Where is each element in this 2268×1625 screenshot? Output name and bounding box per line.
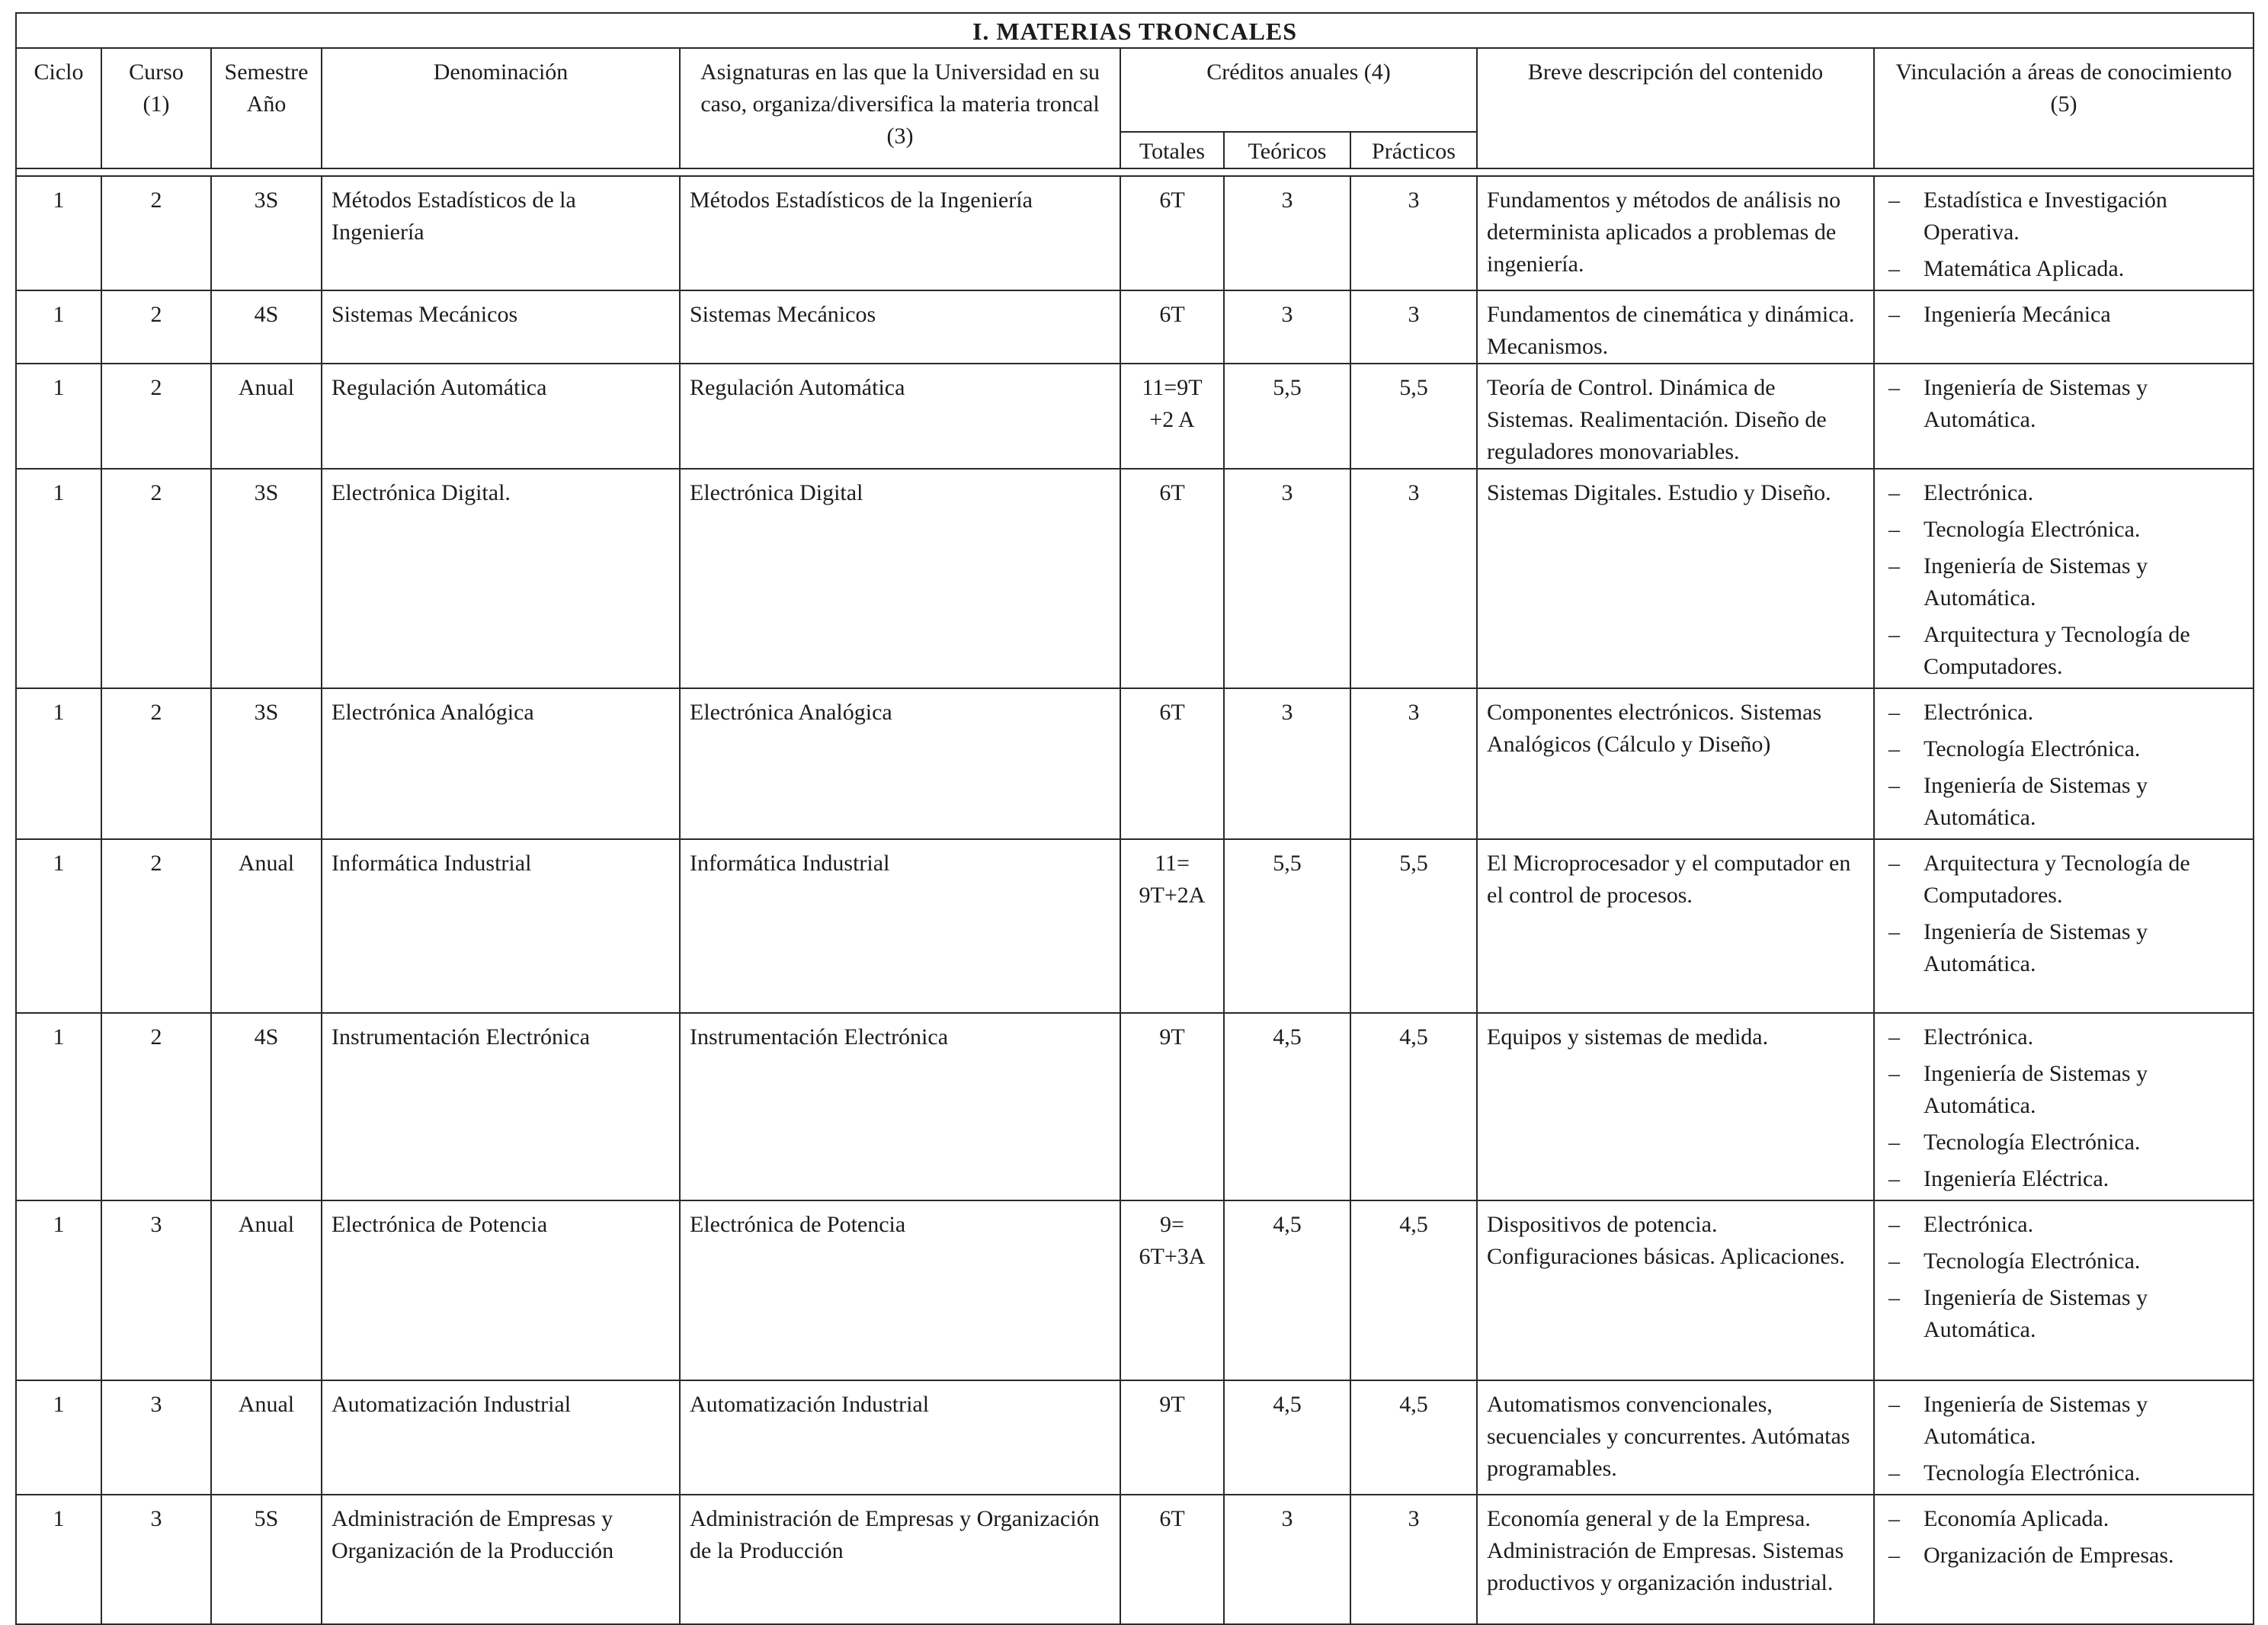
area-text: Ingeniería de Sistemas y Automática. xyxy=(1924,773,2148,830)
cell-teoricos: 3 xyxy=(1224,290,1350,364)
cell-semestre: 4S xyxy=(211,290,322,364)
areas-list xyxy=(1884,299,2244,331)
area-text: Arquitectura y Tecnología de Computadores. xyxy=(1924,622,2190,679)
header-descripcion: Breve descripción del contenido xyxy=(1477,48,1874,168)
dash-bullet: – xyxy=(1888,302,1900,327)
area-item xyxy=(1884,1021,2244,1053)
cell-curso: 3 xyxy=(101,1495,211,1624)
cell-asignatura: Automatización Industrial xyxy=(680,1380,1120,1495)
cell-semestre: Anual xyxy=(211,364,322,469)
dash-bullet: – xyxy=(1888,1130,1900,1155)
dash-bullet: – xyxy=(1888,1460,1900,1486)
cell-totales: 9T xyxy=(1120,1013,1224,1200)
cell-areas xyxy=(1874,839,2254,1013)
dash-bullet: – xyxy=(1888,700,1900,725)
header-curso: Curso (1) xyxy=(101,48,211,168)
header-practicos: Prácticos xyxy=(1350,132,1477,168)
area-text: Ingeniería de Sistemas y Automática. xyxy=(1924,375,2148,432)
area-text: Electrónica. xyxy=(1924,1024,2034,1050)
cell-totales: 6T xyxy=(1120,176,1224,290)
cell-practicos: 4,5 xyxy=(1350,1013,1477,1200)
cell-curso: 2 xyxy=(101,839,211,1013)
table-row xyxy=(16,839,2254,1013)
cell-totales: 6T xyxy=(1120,1495,1224,1624)
cell-semestre: Anual xyxy=(211,1380,322,1495)
cell-descripcion: Fundamentos de cinemática y dinámica. Mecanismos. xyxy=(1477,290,1874,364)
cell-denominacion: Electrónica de Potencia xyxy=(322,1200,680,1380)
header-ciclo: Ciclo xyxy=(16,48,101,168)
cell-asignatura: Instrumentación Electrónica xyxy=(680,1013,1120,1200)
cell-areas xyxy=(1874,1200,2254,1380)
area-text: Arquitectura y Tecnología de Computadores. xyxy=(1924,851,2190,908)
area-text: Tecnología Electrónica. xyxy=(1924,1460,2141,1486)
dash-bullet: – xyxy=(1888,188,1900,213)
cell-curso: 2 xyxy=(101,1013,211,1200)
table-row xyxy=(16,1200,2254,1380)
cell-areas xyxy=(1874,1495,2254,1624)
cell-practicos: 3 xyxy=(1350,176,1477,290)
cell-asignatura: Electrónica Digital xyxy=(680,469,1120,688)
cell-curso: 2 xyxy=(101,364,211,469)
cell-denominacion: Regulación Automática xyxy=(322,364,680,469)
cell-ciclo: 1 xyxy=(16,1380,101,1495)
area-item xyxy=(1884,1389,2244,1453)
dash-bullet: – xyxy=(1888,517,1900,542)
area-text: Ingeniería de Sistemas y Automática. xyxy=(1924,919,2148,976)
area-item xyxy=(1884,299,2244,331)
area-item xyxy=(1884,477,2244,509)
cell-totales: 11=9T +2 A xyxy=(1120,364,1224,469)
areas-list xyxy=(1884,1503,2244,1572)
cell-teoricos: 3 xyxy=(1224,469,1350,688)
cell-teoricos: 3 xyxy=(1224,1495,1350,1624)
table-row xyxy=(16,469,2254,688)
area-text: Ingeniería Eléctrica. xyxy=(1924,1166,2109,1191)
cell-practicos: 3 xyxy=(1350,1495,1477,1624)
cell-areas xyxy=(1874,688,2254,839)
area-text: Organización de Empresas. xyxy=(1924,1543,2174,1568)
cell-areas xyxy=(1874,1380,2254,1495)
area-item xyxy=(1884,1540,2244,1572)
cell-denominacion: Electrónica Analógica xyxy=(322,688,680,839)
table-row xyxy=(16,688,2254,839)
cell-practicos: 3 xyxy=(1350,469,1477,688)
table-body xyxy=(16,168,2254,1624)
dash-bullet: – xyxy=(1888,1024,1900,1050)
table-row xyxy=(16,176,2254,290)
dash-bullet: – xyxy=(1888,1166,1900,1191)
cell-practicos: 5,5 xyxy=(1350,839,1477,1013)
cell-curso: 2 xyxy=(101,290,211,364)
area-text: Electrónica. xyxy=(1924,480,2034,505)
cell-denominacion: Electrónica Digital. xyxy=(322,469,680,688)
header-totales: Totales xyxy=(1120,132,1224,168)
cell-teoricos: 5,5 xyxy=(1224,364,1350,469)
cell-areas xyxy=(1874,469,2254,688)
cell-areas xyxy=(1874,176,2254,290)
area-text: Economía Aplicada. xyxy=(1924,1506,2109,1531)
cell-curso: 3 xyxy=(101,1200,211,1380)
area-item xyxy=(1884,1127,2244,1159)
cell-asignatura: Informática Industrial xyxy=(680,839,1120,1013)
cell-teoricos: 3 xyxy=(1224,176,1350,290)
header-creditos: Créditos anuales (4) xyxy=(1120,48,1477,132)
area-item xyxy=(1884,1209,2244,1241)
area-item xyxy=(1884,1058,2244,1122)
cell-curso: 2 xyxy=(101,688,211,839)
area-text: Tecnología Electrónica. xyxy=(1924,1248,2141,1274)
table-row xyxy=(16,290,2254,364)
cell-denominacion: Informática Industrial xyxy=(322,839,680,1013)
area-text: Ingeniería de Sistemas y Automática. xyxy=(1924,1392,2148,1449)
cell-teoricos: 4,5 xyxy=(1224,1200,1350,1380)
cell-denominacion: Métodos Estadísticos de la Ingeniería xyxy=(322,176,680,290)
cell-teoricos: 4,5 xyxy=(1224,1013,1350,1200)
cell-asignatura: Sistemas Mecánicos xyxy=(680,290,1120,364)
area-item xyxy=(1884,916,2244,980)
dash-bullet: – xyxy=(1888,1543,1900,1568)
area-text: Ingeniería de Sistemas y Automática. xyxy=(1924,553,2148,611)
cell-semestre: 5S xyxy=(211,1495,322,1624)
area-item xyxy=(1884,184,2244,248)
dash-bullet: – xyxy=(1888,736,1900,761)
cell-ciclo: 1 xyxy=(16,688,101,839)
cell-totales: 6T xyxy=(1120,290,1224,364)
cell-ciclo: 1 xyxy=(16,1013,101,1200)
dash-bullet: – xyxy=(1888,1285,1900,1310)
dash-bullet: – xyxy=(1888,773,1900,798)
areas-list xyxy=(1884,372,2244,436)
cell-descripcion: Componentes electrónicos. Sistemas Analógicos (Cálculo y Diseño) xyxy=(1477,688,1874,839)
cell-totales: 6T xyxy=(1120,688,1224,839)
cell-denominacion: Administración de Empresas y Organización de la Producción xyxy=(322,1495,680,1624)
dash-bullet: – xyxy=(1888,919,1900,944)
cell-curso: 2 xyxy=(101,176,211,290)
cell-ciclo: 1 xyxy=(16,290,101,364)
area-item xyxy=(1884,1282,2244,1346)
areas-list xyxy=(1884,184,2244,285)
area-text: Ingeniería de Sistemas y Automática. xyxy=(1924,1061,2148,1118)
areas-list xyxy=(1884,848,2244,980)
cell-semestre: 4S xyxy=(211,1013,322,1200)
materias-troncales-table xyxy=(15,12,2254,1625)
cell-totales: 6T xyxy=(1120,469,1224,688)
cell-denominacion: Instrumentación Electrónica xyxy=(322,1013,680,1200)
cell-asignatura: Electrónica de Potencia xyxy=(680,1200,1120,1380)
area-item xyxy=(1884,550,2244,614)
cell-teoricos: 3 xyxy=(1224,688,1350,839)
table-row xyxy=(16,364,2254,469)
area-item xyxy=(1884,1163,2244,1195)
cell-ciclo: 1 xyxy=(16,469,101,688)
cell-descripcion: Automatismos convencionales, secuenciales y concurrentes. Autómatas programables. xyxy=(1477,1380,1874,1495)
cell-ciclo: 1 xyxy=(16,1200,101,1380)
cell-totales: 9T xyxy=(1120,1380,1224,1495)
dash-bullet: – xyxy=(1888,480,1900,505)
area-text: Estadística e Investigación Operativa. xyxy=(1924,188,2167,245)
header-vinculacion: Vinculación a áreas de conocimiento (5) xyxy=(1874,48,2254,168)
dash-bullet: – xyxy=(1888,1061,1900,1086)
header-denominacion: Denominación xyxy=(322,48,680,168)
table-row xyxy=(16,1495,2254,1624)
table-row xyxy=(16,1013,2254,1200)
areas-list xyxy=(1884,1021,2244,1195)
cell-areas xyxy=(1874,364,2254,469)
area-text: Tecnología Electrónica. xyxy=(1924,1130,2141,1155)
dash-bullet: – xyxy=(1888,1248,1900,1274)
cell-practicos: 3 xyxy=(1350,688,1477,839)
cell-descripcion: Dispositivos de potencia. Configuraciones básicas. Aplicaciones. xyxy=(1477,1200,1874,1380)
cell-practicos: 5,5 xyxy=(1350,364,1477,469)
area-text: Ingeniería Mecánica xyxy=(1924,302,2111,327)
cell-descripcion: Equipos y sistemas de medida. xyxy=(1477,1013,1874,1200)
dash-bullet: – xyxy=(1888,1506,1900,1531)
area-text: Tecnología Electrónica. xyxy=(1924,736,2141,761)
cell-denominacion: Sistemas Mecánicos xyxy=(322,290,680,364)
areas-list xyxy=(1884,477,2244,683)
area-item xyxy=(1884,1503,2244,1535)
area-item xyxy=(1884,1245,2244,1277)
cell-descripcion: Economía general y de la Empresa. Administración de Empresas. Sistemas productivos y organización industrial. xyxy=(1477,1495,1874,1624)
cell-semestre: Anual xyxy=(211,839,322,1013)
cell-asignatura: Electrónica Analógica xyxy=(680,688,1120,839)
cell-curso: 3 xyxy=(101,1380,211,1495)
area-item xyxy=(1884,733,2244,765)
areas-list xyxy=(1884,1209,2244,1346)
dash-bullet: – xyxy=(1888,1212,1900,1237)
cell-semestre: 3S xyxy=(211,176,322,290)
cell-areas xyxy=(1874,1013,2254,1200)
cell-ciclo: 1 xyxy=(16,839,101,1013)
dash-bullet: – xyxy=(1888,256,1900,281)
area-text: Matemática Aplicada. xyxy=(1924,256,2125,281)
cell-semestre: Anual xyxy=(211,1200,322,1380)
dash-bullet: – xyxy=(1888,1392,1900,1417)
cell-ciclo: 1 xyxy=(16,364,101,469)
header-body-gap xyxy=(16,168,2254,176)
cell-denominacion: Automatización Industrial xyxy=(322,1380,680,1495)
cell-ciclo: 1 xyxy=(16,1495,101,1624)
cell-asignatura: Regulación Automática xyxy=(680,364,1120,469)
areas-list xyxy=(1884,1389,2244,1489)
cell-teoricos: 5,5 xyxy=(1224,839,1350,1013)
table-title: I. MATERIAS TRONCALES xyxy=(16,13,2254,48)
cell-descripcion: Sistemas Digitales. Estudio y Diseño. xyxy=(1477,469,1874,688)
area-item xyxy=(1884,697,2244,729)
dash-bullet: – xyxy=(1888,851,1900,876)
dash-bullet: – xyxy=(1888,375,1900,400)
area-item xyxy=(1884,619,2244,683)
area-item xyxy=(1884,253,2244,285)
cell-totales: 11= 9T+2A xyxy=(1120,839,1224,1013)
areas-list xyxy=(1884,697,2244,834)
gap-cell xyxy=(16,168,2254,176)
header-asignaturas: Asignaturas en las que la Universidad en su caso, organiza/diversifica la materia troncal (3) xyxy=(680,48,1120,168)
dash-bullet: – xyxy=(1888,622,1900,647)
area-text: Electrónica. xyxy=(1924,700,2034,725)
area-item xyxy=(1884,372,2244,436)
area-item xyxy=(1884,514,2244,546)
cell-asignatura: Administración de Empresas y Organización de la Producción xyxy=(680,1495,1120,1624)
cell-practicos: 3 xyxy=(1350,290,1477,364)
area-item xyxy=(1884,848,2244,912)
area-item xyxy=(1884,1457,2244,1489)
cell-ciclo: 1 xyxy=(16,176,101,290)
cell-descripcion: Fundamentos y métodos de análisis no determinista aplicados a problemas de ingeniería. xyxy=(1477,176,1874,290)
cell-semestre: 3S xyxy=(211,469,322,688)
cell-practicos: 4,5 xyxy=(1350,1380,1477,1495)
cell-totales: 9= 6T+3A xyxy=(1120,1200,1224,1380)
area-text: Tecnología Electrónica. xyxy=(1924,517,2141,542)
cell-descripcion: El Microprocesador y el computador en el control de procesos. xyxy=(1477,839,1874,1013)
cell-teoricos: 4,5 xyxy=(1224,1380,1350,1495)
cell-semestre: 3S xyxy=(211,688,322,839)
cell-areas xyxy=(1874,290,2254,364)
cell-descripcion: Teoría de Control. Dinámica de Sistemas. Realimentación. Diseño de reguladores monovariables. xyxy=(1477,364,1874,469)
dash-bullet: – xyxy=(1888,553,1900,579)
cell-curso: 2 xyxy=(101,469,211,688)
area-item xyxy=(1884,770,2244,834)
area-text: Ingeniería de Sistemas y Automática. xyxy=(1924,1285,2148,1342)
header-teoricos: Teóricos xyxy=(1224,132,1350,168)
table-row xyxy=(16,1380,2254,1495)
area-text: Electrónica. xyxy=(1924,1212,2034,1237)
header-semestre: Semestre Año xyxy=(211,48,322,168)
table-header xyxy=(16,13,2254,168)
cell-asignatura: Métodos Estadísticos de la Ingeniería xyxy=(680,176,1120,290)
cell-practicos: 4,5 xyxy=(1350,1200,1477,1380)
